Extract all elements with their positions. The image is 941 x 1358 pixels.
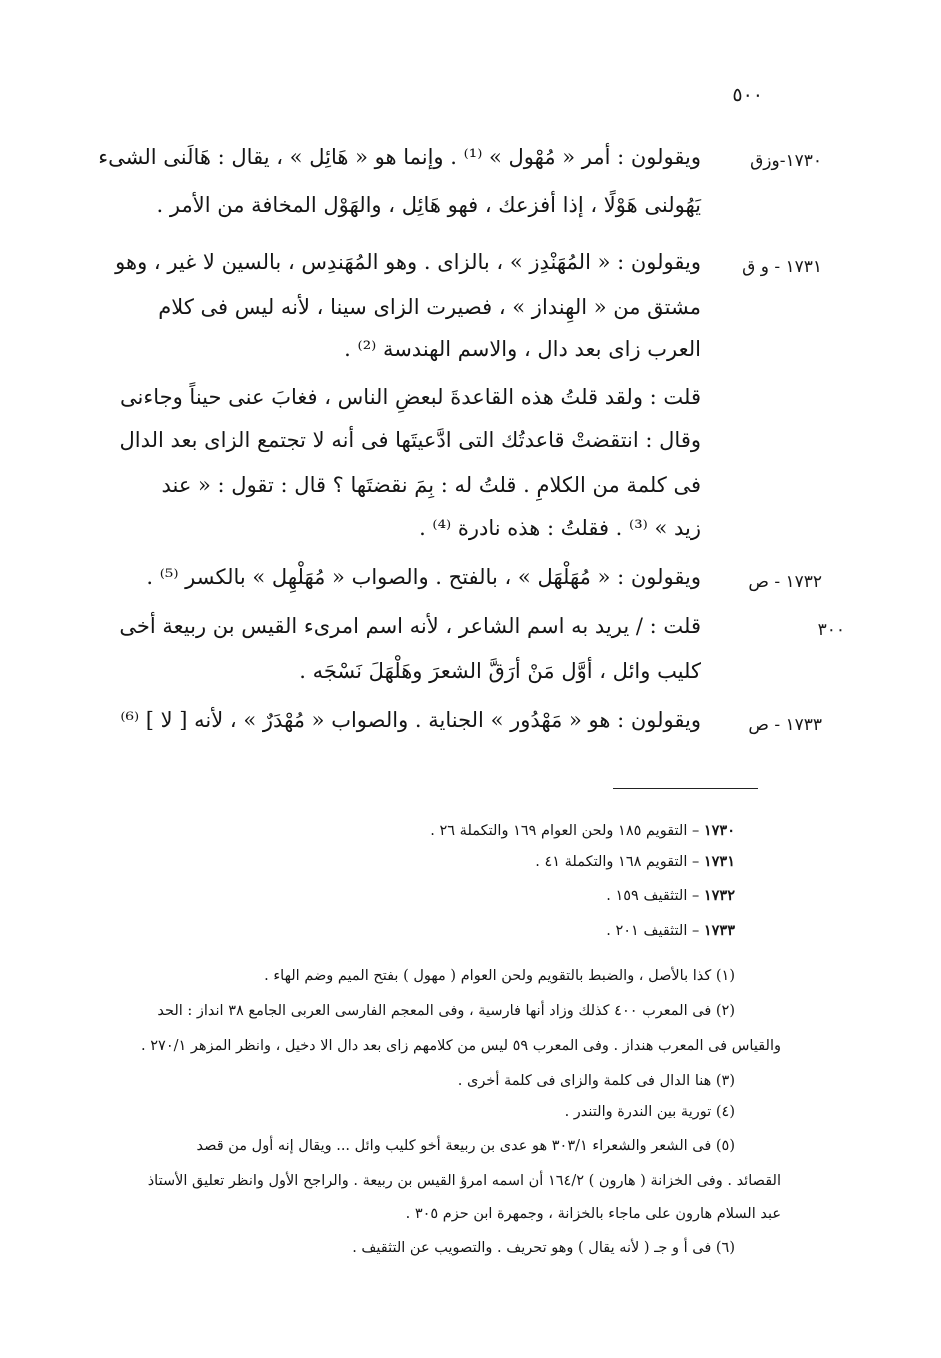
text-line: وقال : انتقضتْ قاعدتُك التى ادَّعيتَها فى أنه لا تجتمع الزاى بعد الدال xyxy=(119,428,701,452)
source-number: ١٧٣١ xyxy=(703,853,735,870)
footnote-continuation: القصائد . وفى الخزانة ( هارون ) ١٦٤/٢ أن اسمه امرؤ القيس بن ربيعة . والراجح الأول وانظر تعليق الأستاذ xyxy=(147,1173,781,1189)
text-line: فى كلمة من الكلامِ . قلتُ له : بِمَ نقضتَها ؟ قال : تقول : « عند xyxy=(161,473,701,497)
text-line: العرب زاى بعد دال ، والاسم الهندسة ⁽²⁾ . xyxy=(344,337,701,361)
text-line: ويقولون : « المُهَنْدِز » ، بالزاى . وهو المُهَندِس ، بالسين لا غير ، وهو xyxy=(115,250,701,274)
entry-number: ١٧٣٠-وزق xyxy=(750,151,822,171)
text-line: قلت : / يريد به اسم الشاعر ، لأنه اسم امرىء القيس بن ربيعة أخى xyxy=(119,614,701,638)
source-line xyxy=(606,887,735,904)
source-line xyxy=(606,922,735,939)
entry-number: ١٧٣١ - و ق xyxy=(742,257,822,277)
source-number: ١٧٣٢ xyxy=(703,887,735,904)
entry-number: ١٧٣٣ - ص xyxy=(748,715,822,735)
text-line: ويقولون : « مُهَلْهَل » ، بالفتح . والصواب « مُهَلْهِل » بالكسر ⁽⁵⁾ . xyxy=(146,565,701,589)
text-line: زيد » ⁽³⁾ . فقلتُ : هذه نادرة ⁽⁴⁾ . xyxy=(419,516,701,540)
source-number: ١٧٣٠ xyxy=(703,822,735,839)
source-number: ١٧٣٣ xyxy=(703,922,735,939)
source-text: – التثقيف ١٥٩ . xyxy=(606,888,700,904)
footnote: (١) كذا بالأصل ، والضبط بالتقويم ولحن العوام ( مهول ) بفتح الميم وضم الهاء . xyxy=(264,968,735,984)
footnote: (٣) هنا الدال فى كلمة والزاى فى كلمة أخرى . xyxy=(457,1073,735,1089)
footnote: (٤) تورية بين الندرة والتندر . xyxy=(564,1104,735,1120)
footnote: (٥) فى الشعر والشعراء ٣٠٣/١ هو عدى بن ربيعة أخو كليب وائل ... ويقال إنه أول من قصد xyxy=(196,1138,735,1154)
source-line xyxy=(535,853,735,870)
source-line xyxy=(430,822,735,839)
source-text: – التقويم ١٨٥ ولحن العوام ١٦٩ والتكملة ٢٦ . xyxy=(430,823,700,839)
text-line: قلت : ولقد قلتُ هذه القاعدةَ لبعضِ الناس ، فغابَ عنى حيناً وجاءنى xyxy=(120,385,701,409)
text-line: يَهُولنى هَوْلًا ، إذا أفزعك ، فهو هَائِل ، والهَوْل المخافة من الأمر . xyxy=(156,193,701,217)
source-text: – التثقيف ٢٠١ . xyxy=(606,923,700,939)
margin-number: ٣٠٠ xyxy=(817,620,845,640)
text-line: ويقولون : هو « مَهْدُور » الجناية . والصواب « مُهْدَرٌ » ، لأنه [ لا ] ⁽⁶⁾ xyxy=(120,708,701,732)
footnote: (٦) فى أ و جـ ( لأنه يقال ) وهو تحريف . والتصويب عن التثقيف . xyxy=(352,1240,735,1256)
text-line: ويقولون : أمر « مُهْول » ⁽¹⁾ . وإنما هو « هَائِل » ، يقال : هَالَنى الشىء xyxy=(98,145,701,169)
footnote-continuation: والقياس فى المعرب هنداز . وفى المعرب ٥٩ ليس من كلامهم زاى بعد دال الا دخيل ، وانظر المزهر ٢٧٠/١ . xyxy=(141,1038,781,1054)
text-line: كليب وائل ، أوَّل مَنْ أرَقَّ الشعرَ وهَلْهَلَ نَسْجَه . xyxy=(299,659,701,683)
footnote-separator xyxy=(613,788,758,789)
footnote: (٢) فى المعرب ٤٠٠ كذلك وزاد أنها فارسية ، وفى المعجم الفارسى العربى الجامع ٣٨ انداز : الحد xyxy=(157,1003,735,1019)
entry-number: ١٧٣٢ - ص xyxy=(748,572,822,592)
page-number: ٥٠٠ xyxy=(732,84,763,106)
source-text: – التقويم ١٦٨ والتكملة ٤١ . xyxy=(535,854,700,870)
footnote-continuation: عبد السلام هارون على ماجاء بالخزانة ، وجمهرة ابن حزم ٣٠٥ . xyxy=(405,1206,781,1222)
text-line: مشتق من « الهِنداز » ، فصيرت الزاى سينا ، لأنه ليس فى كلام xyxy=(158,295,701,319)
